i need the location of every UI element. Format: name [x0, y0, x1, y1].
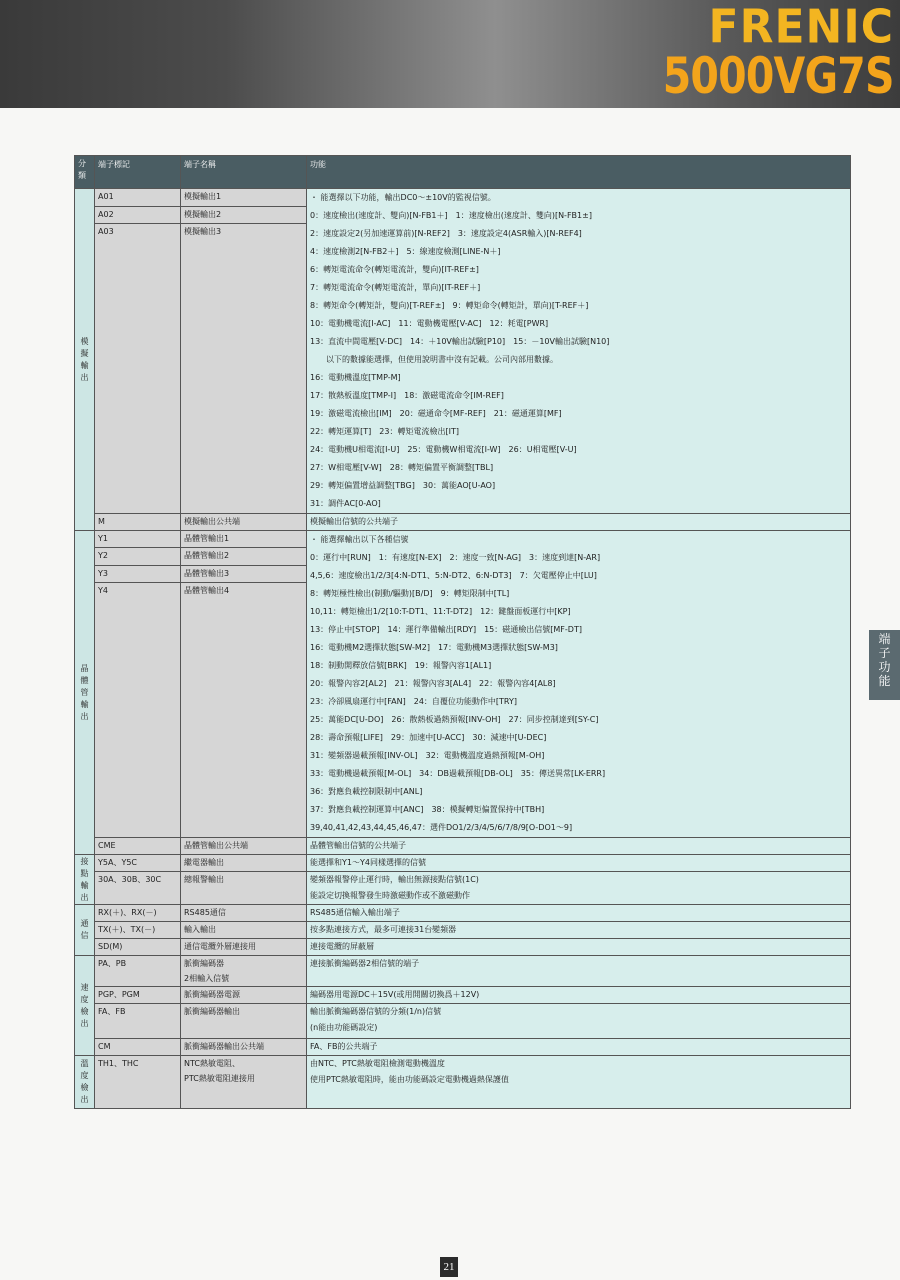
terminal-name: 模擬輸出2: [181, 206, 307, 224]
table-row: [75, 872, 851, 905]
function-cell: 按多點連接方式，最多可連接31台變頻器: [307, 922, 851, 939]
category-speed-detection: 速度檢出: [75, 956, 95, 1056]
terminal-symbol: TX(＋)、TX(－): [95, 922, 181, 939]
terminal-symbol: A03: [95, 224, 181, 514]
table-row: [75, 905, 851, 922]
terminal-name: 晶體管輸出4: [181, 582, 307, 837]
header-terminal-name: 端子名稱: [181, 156, 307, 189]
table-header-row: [75, 156, 851, 189]
table-row: [75, 1039, 851, 1056]
terminal-symbol: A02: [95, 206, 181, 224]
brand-logo-line2: 5000VG7S: [663, 47, 894, 105]
function-cell: 變頻器報警停止運行時，輸出無源接點信號(1C) 能設定切換報警發生時激磁動作或不激磁動作: [307, 872, 851, 905]
function-cell: 由NTC、PTC熱敏電阻檢測電動機溫度 使用PTC熱敏電阻時，能由功能碼設定電動機過熱保護值: [307, 1056, 851, 1109]
category-communication: 通信: [75, 905, 95, 956]
terminal-symbol: Y2: [95, 548, 181, 565]
header-terminal-symbol: 端子標記: [95, 156, 181, 189]
terminal-symbol: A01: [95, 189, 181, 207]
function-cell: ・ 能選擇以下功能，輸出DC0～±10V的監視信號。 0：速度檢出(速度計、雙向)[N-FB1＋] 1：速度檢出(速度計、雙向)[N-FB1±] 2：速度設定2(另加速運算前)[N-REF2] 3：速度設定4(ASR輸入)[N-REF4] 4：速度檢測2[N-FB2＋] 5：線速度檢測[LINE-N＋] 6：轉矩電流命令(轉矩電流計，雙向)[IT-REF±] 7：轉矩電流命令(轉矩電流計，單向)[IT-REF＋] 8：轉矩命令(轉矩計，雙向)[T-REF±] 9：轉矩命令(轉矩計，單向)[T-REF＋] 10：電動機電流[I-AC] 11：電動機電壓[V-AC] 12：耗電[PWR] 13：直流中間電壓[V-DC] 14：＋10V輸出試驗[P10] 15：－10V輸出試驗[N10] 以下的數據能選擇，但使用說明書中沒有記載。公司內部用數據。 16：電動機溫度[TMP-M] 17：散熱板溫度[TMP-I] 18：激磁電流命令[IM-REF] 19：激磁電流檢出[IM] 20：磁通命令[MF-REF] 21：磁通運算[MF] 22：轉矩運算[T] 23：轉矩電流檢出[IT] 24：電動機U相電流[I-U] 25：電動機W相電流[I-W] 26：U相電壓[V-U] 27：W相電壓[V-W] 28：轉矩偏置平衡調整[TBL] 29：轉矩偏置增益調整[TBG] 30：萬能AO[U-AO] 31：調件AC[0-AO]: [307, 189, 851, 514]
function-cell: 編碼器用電源DC＋15V(或用開關切換爲＋12V): [307, 987, 851, 1004]
category-contact-output: 接點輸出: [75, 855, 95, 905]
function-cell: 晶體管輸出信號的公共端子: [307, 838, 851, 855]
terminal-name: 模擬輸出公共端: [181, 514, 307, 531]
terminal-name: 輸入輸出: [181, 922, 307, 939]
terminal-name: 晶體管輸出2: [181, 548, 307, 565]
table-row: [75, 956, 851, 987]
terminal-function-table: [74, 155, 851, 1109]
terminal-name: 晶體管輸出公共端: [181, 838, 307, 855]
function-cell: 輸出脈衝編碼器信號的分頻(1/n)信號 (n能由功能碼設定): [307, 1004, 851, 1039]
terminal-symbol: Y4: [95, 582, 181, 837]
page-number: 21: [440, 1257, 458, 1277]
table-row: [75, 922, 851, 939]
terminal-name: 脈衝編碼器輸出: [181, 1004, 307, 1039]
terminal-name: 通信電纜外層連接用: [181, 939, 307, 956]
terminal-name: 脈衝編碼器電源: [181, 987, 307, 1004]
terminal-name: RS485通信: [181, 905, 307, 922]
header-category: 分類: [75, 156, 95, 189]
function-cell: 模擬輸出信號的公共端子: [307, 514, 851, 531]
table-row: [75, 939, 851, 956]
header-banner: [0, 0, 900, 108]
table-row: [75, 189, 851, 207]
function-cell: 連接電纜的屏蔽層: [307, 939, 851, 956]
terminal-symbol: Y1: [95, 531, 181, 548]
terminal-symbol: FA、FB: [95, 1004, 181, 1039]
terminal-symbol: M: [95, 514, 181, 531]
terminal-name: 脈衝編碼器 2相輸入信號: [181, 956, 307, 987]
table-row: [75, 987, 851, 1004]
terminal-name: 模擬輸出3: [181, 224, 307, 514]
category-temperature-detection: 溫度檢出: [75, 1056, 95, 1109]
terminal-symbol: SD(M): [95, 939, 181, 956]
terminal-symbol: Y5A、Y5C: [95, 855, 181, 872]
terminal-name: NTC熱敏電阻、 PTC熱敏電阻連接用: [181, 1056, 307, 1109]
table-row: [75, 1056, 851, 1109]
table-row: [75, 531, 851, 548]
header-function: 功能: [307, 156, 851, 189]
terminal-symbol: PGP、PGM: [95, 987, 181, 1004]
function-cell: FA、FB的公共端子: [307, 1039, 851, 1056]
terminal-symbol: CME: [95, 838, 181, 855]
function-cell: 連接脈衝編碼器2相信號的端子: [307, 956, 851, 987]
table-row: [75, 838, 851, 855]
table-row: [75, 1004, 851, 1039]
table-row: [75, 855, 851, 872]
table-row: [75, 514, 851, 531]
terminal-symbol: Y3: [95, 565, 181, 582]
terminal-symbol: RX(＋)、RX(－): [95, 905, 181, 922]
terminal-symbol: CM: [95, 1039, 181, 1056]
terminal-name: 模擬輸出1: [181, 189, 307, 207]
function-cell: 能選擇和Y1～Y4同樣選擇的信號: [307, 855, 851, 872]
function-cell: ・ 能選擇輸出以下各種信號 0：運行中[RUN] 1：有速度[N-EX] 2：速度一致[N-AG] 3：速度到達[N-AR] 4,5,6：速度檢出1/2/3[4:N-DT1、5:N-DT2、6:N-DT3] 7：欠電壓停止中[LU] 8：轉矩極性檢出(制動/驅動)[B/D] 9：轉矩限制中[TL] 10,11：轉矩檢出1/2[10:T-DT1、11:T-DT2] 12：鍵盤面板運行中[KP] 13：停止中[STOP] 14：運行準備輸出[RDY] 15：磁通檢出信號[MF-DT] 16：電動機M2選擇狀態[SW-M2] 17：電動機M3選擇狀態[SW-M3] 18：制動開釋放信號[BRK] 19：報警內容1[AL1] 20：報警內容2[AL2] 21：報警內容3[AL4] 22：報警內容4[AL8] 23：冷卻風扇運行中[FAN] 24：自覆位功能動作中[TRY] 25：萬能DC[U-DO] 26：散熱板過熱預報[INV-OH] 27：同步控制達到[SY-C] 28：壽命預報[LIFE] 29：加速中[U-ACC] 30：減速中[U-DEC] 31：變頻器過載預報[INV-OL] 32：電動機溫度過熱預報[M-OH] 33：電動機過載預報[M-OL] 34：DB過載預報[DB-OL] 35：傳送異常[LK-ERR] 36：對應負載控制限制中[ANL] 37：對應負載控制運算中[ANC] 38：模擬轉矩偏置保持中[TBH] 39,40,41,42,43,44,45,46,47：選件DO1/2/3/4/5/6/7/8/9[O-DO1～9]: [307, 531, 851, 838]
category-transistor-output: 晶體管輸出: [75, 531, 95, 855]
terminal-name: 總報警輸出: [181, 872, 307, 905]
terminal-symbol: PA、PB: [95, 956, 181, 987]
section-tab-terminal-functions: 端子功能: [869, 630, 900, 700]
terminal-name: 晶體管輸出1: [181, 531, 307, 548]
terminal-name: 繼電器輸出: [181, 855, 307, 872]
category-analog-output: 模擬輸出: [75, 189, 95, 531]
function-cell: RS485通信輸入輸出端子: [307, 905, 851, 922]
terminal-name: 晶體管輸出3: [181, 565, 307, 582]
terminal-symbol: TH1、THC: [95, 1056, 181, 1109]
terminal-symbol: 30A、30B、30C: [95, 872, 181, 905]
brand-logo-line1: FRENIC: [708, 0, 894, 55]
terminal-name: 脈衝編碼器輸出公共端: [181, 1039, 307, 1056]
